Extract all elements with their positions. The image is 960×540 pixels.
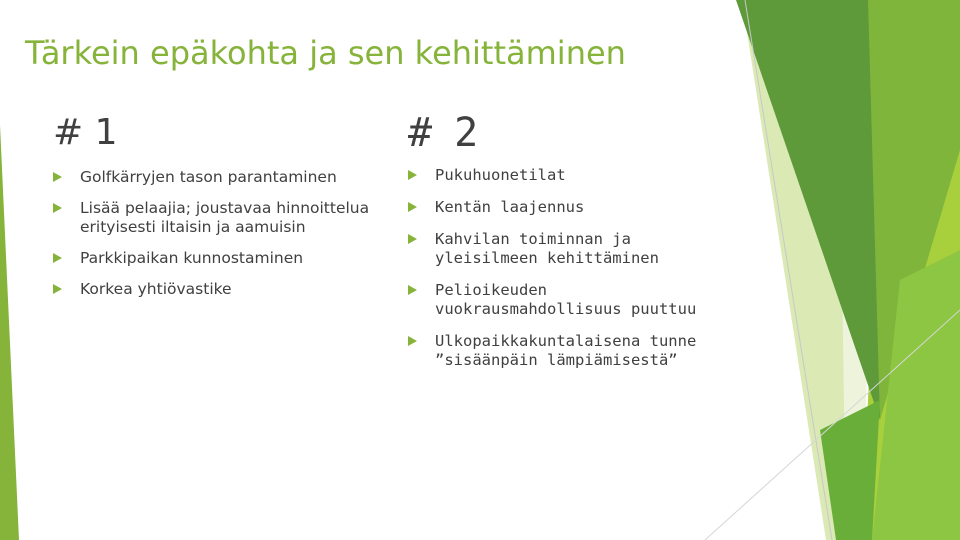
column-1-list bbox=[53, 168, 373, 299]
list-item-text: Pelioikeuden vuokrausmahdollisuus puuttuu bbox=[435, 281, 697, 318]
list-item bbox=[408, 281, 728, 319]
column-1-heading: # 1 bbox=[53, 112, 118, 153]
column-2 bbox=[408, 110, 728, 383]
triangle-right-icon bbox=[53, 172, 62, 182]
triangle-right-icon bbox=[408, 202, 417, 212]
triangle-right-icon bbox=[53, 253, 62, 263]
list-item-text: Kentän laajennus bbox=[435, 198, 585, 216]
column-2-list bbox=[408, 166, 728, 370]
list-item bbox=[53, 168, 373, 187]
column-2-heading: # 2 bbox=[408, 110, 478, 156]
triangle-right-icon bbox=[53, 284, 62, 294]
list-item bbox=[53, 249, 373, 268]
triangle-right-icon bbox=[408, 336, 417, 346]
list-item bbox=[408, 332, 728, 370]
list-item-text: Pukuhuonetilat bbox=[435, 166, 566, 184]
triangle-right-icon bbox=[408, 170, 417, 180]
list-item bbox=[408, 230, 728, 268]
triangle-right-icon bbox=[53, 203, 62, 213]
list-item bbox=[53, 280, 373, 299]
slide-title: Tärkein epäkohta ja sen kehittäminen bbox=[25, 34, 626, 72]
list-item-text: Golfkärryjen tason parantaminen bbox=[80, 168, 337, 186]
left-facet bbox=[0, 125, 19, 540]
triangle-right-icon bbox=[408, 234, 417, 244]
list-item bbox=[408, 166, 728, 185]
list-item-text: Parkkipaikan kunnostaminen bbox=[80, 249, 304, 267]
list-item bbox=[53, 199, 373, 237]
list-item-text: Kahvilan toiminnan ja yleisilmeen kehittäminen bbox=[435, 230, 659, 267]
triangle-right-icon bbox=[408, 285, 417, 295]
list-item-text: Korkea yhtiövastike bbox=[80, 280, 232, 298]
list-item bbox=[408, 198, 728, 217]
column-1 bbox=[53, 110, 373, 311]
list-item-text: Lisää pelaajia; joustavaa hinnoittelua erityisesti iltaisin ja aamuisin bbox=[80, 199, 370, 236]
list-item-text: Ulkopaikkakuntalaisena tunne ”sisäänpäin lämpiämisestä” bbox=[435, 332, 697, 369]
